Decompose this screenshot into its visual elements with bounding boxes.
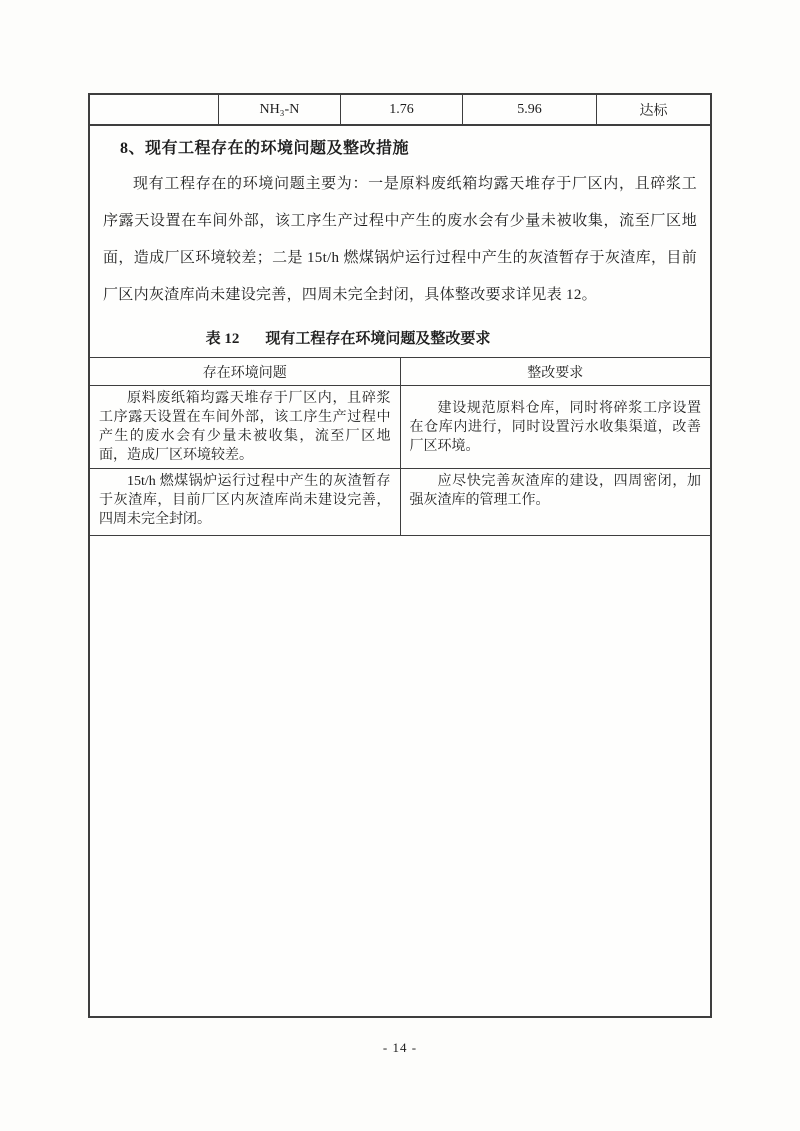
issue-problem-cell: 原料废纸箱均露天堆存于厂区内，且碎浆工序露天设置在车间外部，该工序生产过程中产生的废水会有少量未被收集，流至厂区地面，造成厂区环境较差。 — [90, 386, 400, 469]
monitoring-cell-value-2: 5.96 — [463, 95, 597, 125]
issue-requirement-cell: 应尽快完善灰渣库的建设，四周密闭，加强灰渣库的管理工作。 — [400, 469, 710, 536]
table-row — [90, 386, 710, 469]
monitoring-cell-status: 达标 — [596, 95, 710, 125]
monitoring-cell-pollutant: NH₃-N — [218, 95, 340, 125]
table12-caption-title: 现有工程存在环境问题及整改要求 — [265, 331, 491, 347]
section-paragraph: 现有工程存在的环境问题主要为：一是原料废纸箱均露天堆存于厂区内，且碎浆工序露天设置在车间外部，该工序生产过程中产生的废水会有少量未被收集，流至厂区地面，造成厂区环境较差；二是 15t/h 燃煤锅炉运行过程中产生的灰渣暂存于灰渣库，目前厂区内灰渣库尚未建设完善，四周未完全封闭，具体整改要求详见表 12。 — [103, 176, 697, 303]
table12-caption-label: 表 12 — [205, 331, 240, 347]
table-row — [90, 95, 710, 125]
form-frame — [88, 93, 712, 1018]
issue-problem-cell: 15t/h 燃煤锅炉运行过程中产生的灰渣暂存于灰渣库，目前厂区内灰渣库尚未建设完善，四周未完全封闭。 — [90, 469, 400, 536]
table-row — [90, 469, 710, 536]
table-header-row — [90, 358, 710, 386]
page-number: - 14 - — [382, 1040, 418, 1055]
monitoring-table-continuation — [90, 95, 710, 126]
issues-table-header-requirement: 整改要求 — [400, 358, 710, 386]
table12-caption — [38, 327, 658, 348]
monitoring-cell-value-1: 1.76 — [340, 95, 462, 125]
issues-table-header-problem: 存在环境问题 — [90, 358, 400, 386]
issue-requirement-cell: 建设规范原料仓库，同时将碎浆工序设置在仓库内进行，同时设置污水收集渠道，改善厂区环境。 — [400, 386, 710, 469]
section-heading: 8、现有工程存在的环境问题及整改措施 — [120, 140, 410, 157]
monitoring-cell-empty — [90, 95, 218, 125]
issues-table — [90, 357, 710, 536]
